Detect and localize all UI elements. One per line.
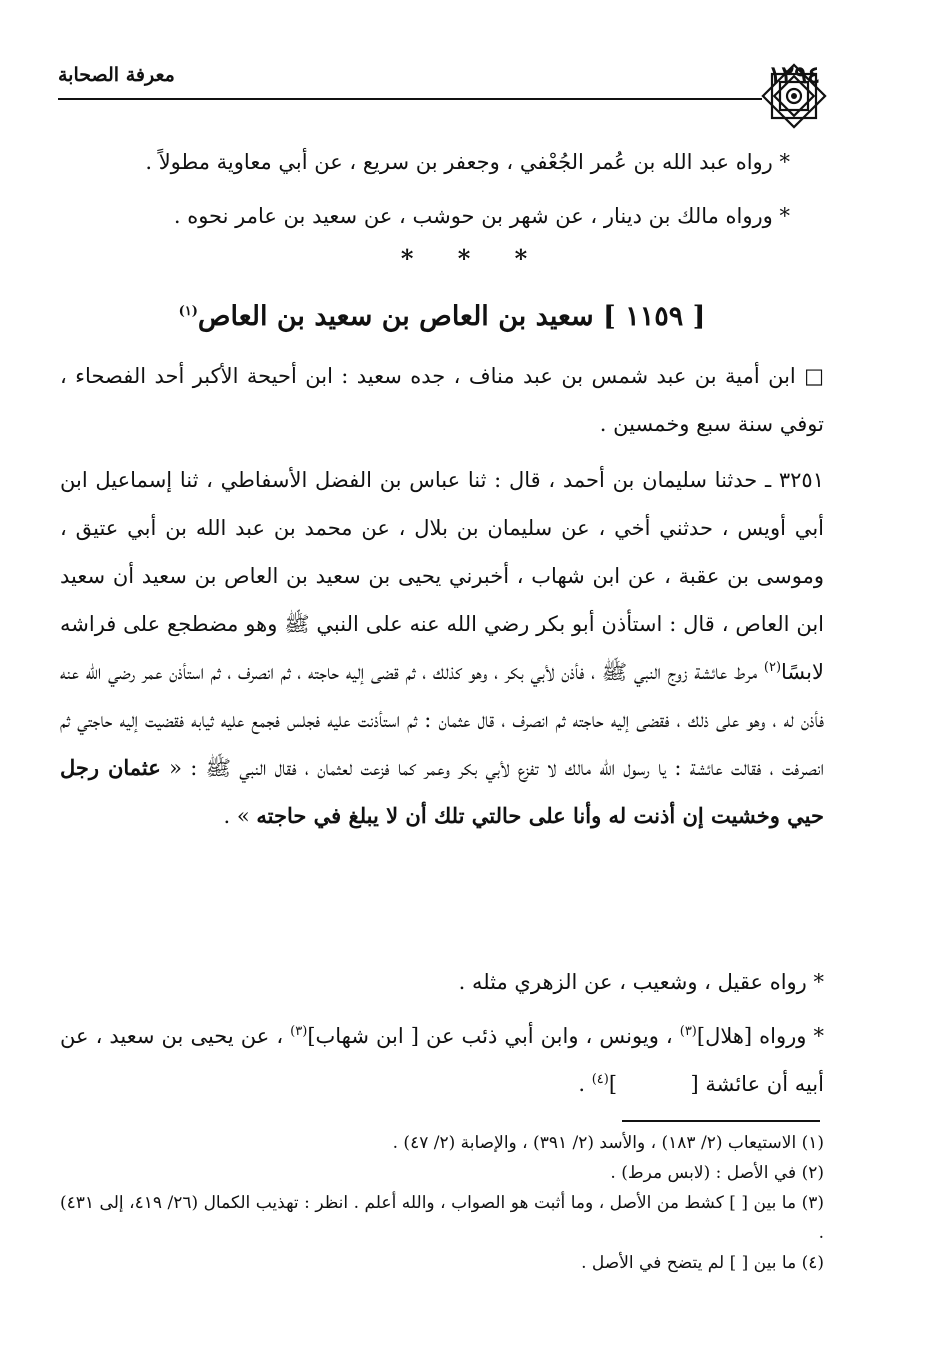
hadith-text: [60, 456, 824, 840]
footnote: (٤) ما بين [ ] لم يتضح في الأصل .: [581, 1253, 824, 1273]
header-rule: [58, 98, 762, 100]
illegible-blank: [617, 1072, 684, 1096]
hadith-part-2: مرط عائشة زوج النبي ﷺ ، فأذن لأبي بكر ، وهو كذلك ، ثم قضى إليه حاجته ، ثم انصرف ، ثم استأذن عمر رضي الله عنه فأذن له ، وهو على ذلك ، فقضى إليه حاجته ثم انصرف ، قال عثمان : ثم استأذنت عليه فجلس فجمع عليه ثيابه فقضيت إليه حاجتي ثم انصرفت ، فقالت عائشة : يا رسول الله مالك لا تفزع لأبي بكر وعمر كما فزعت لعثمان ، فقال النبي ﷺ : «: [60, 660, 825, 780]
book-title: معرفة الصحابة: [58, 64, 175, 86]
hadith-end: » .: [223, 804, 257, 828]
riwaya-part: ]: [608, 1072, 618, 1096]
riwaya-line: * رواه عبد الله بن عُمر الجُعْفي ، وجعفر بن سريع ، عن أبي معاوية مطولاً .: [145, 150, 790, 174]
star-ornament-icon: [758, 60, 830, 132]
footnote-rule: [622, 1120, 820, 1122]
footnote: (١) الاستيعاب (٢/ ١٨٣) ، والأسد (٢/ ٣٩١) ، والإصابة (٢/ ٤٧) .: [392, 1133, 824, 1153]
riwaya-part: ، عن يحيى بن سعيد ، عن أبيه أن عائشة [: [60, 1024, 824, 1096]
riwaya-part: * ورواه [هلال]: [696, 1024, 825, 1048]
footnote: (٣) ما بين [ ] كشط من الأصل ، وما أثبت هو الصواب ، والله أعلم . انظر : تهذيب الكمال (٢٦/ ٤١٩، إلى ٤٣١) .: [60, 1193, 824, 1243]
entry-title: [60, 292, 824, 342]
page-header: [58, 58, 820, 96]
hadith-paragraph: [60, 456, 824, 840]
riwaya-line: * رواه عقيل ، وشعيب ، عن الزهري مثله .: [458, 970, 824, 994]
footnotes: [60, 1128, 824, 1278]
footnote-ref: (٢): [763, 660, 782, 675]
top-riwayat: [60, 138, 824, 240]
footnote: (٢) في الأصل : (لابس مرط) .: [610, 1163, 824, 1183]
footnote-ref: (٣): [679, 1024, 697, 1039]
riwaya-part: ، ويونس ، وابن أبي ذئب عن [ ابن شهاب]: [307, 1024, 680, 1048]
prophet-saying: عثمان رجل حيي وخشيت إن أذنت له وأنا على حالتي تلك أن لا يبلغ في حاجته: [60, 755, 824, 828]
section-separator: * * *: [400, 244, 546, 273]
hadith-part-1: ٣٢٥١ ـ حدثنا سليمان بن أحمد ، قال : ثنا عباس بن الفضل الأسفاطي ، ثنا إسماعيل ابن أبي أويس ، حدثني أخي ، عن سليمان بن بلال ، عن محمد بن عبد الله بن أبي عتيق ، وموسى بن عقبة ، عن ابن شهاب ، أخبرني يحيى بن سعيد بن العاص بن سعيد أن سعيد ابن العاص ، قال : استأذن أبو بكر رضي الله عنه على النبي ﷺ وهو مضطجع على فراشه لابسًا: [60, 468, 824, 684]
riwaya-line: * ورواه مالك بن دينار ، عن شهر بن حوشب ، عن سعيد بن عامر نحوه .: [173, 204, 790, 228]
footnote-ref: (١): [178, 304, 198, 319]
riwaya-part: .: [578, 1072, 592, 1096]
riwaya-line: [60, 1012, 824, 1108]
footnote-ref: (٣): [290, 1024, 308, 1039]
entry-title-text: [ ١١٥٩ ] سعيد بن العاص بن سعيد بن العاص: [197, 301, 706, 332]
bottom-riwayat: [60, 958, 824, 1108]
page-number: ١٢٩٤: [768, 60, 820, 89]
entry-intro-text: □ ابن أمية بن عبد شمس بن عبد مناف ، جده سعيد : ابن أحيحة الأكبر أحد الفصحاء ، توفي سنة سبع وخمسين .: [60, 364, 824, 436]
entry-intro: [60, 352, 824, 448]
footnote-ref: (٤): [591, 1072, 609, 1087]
